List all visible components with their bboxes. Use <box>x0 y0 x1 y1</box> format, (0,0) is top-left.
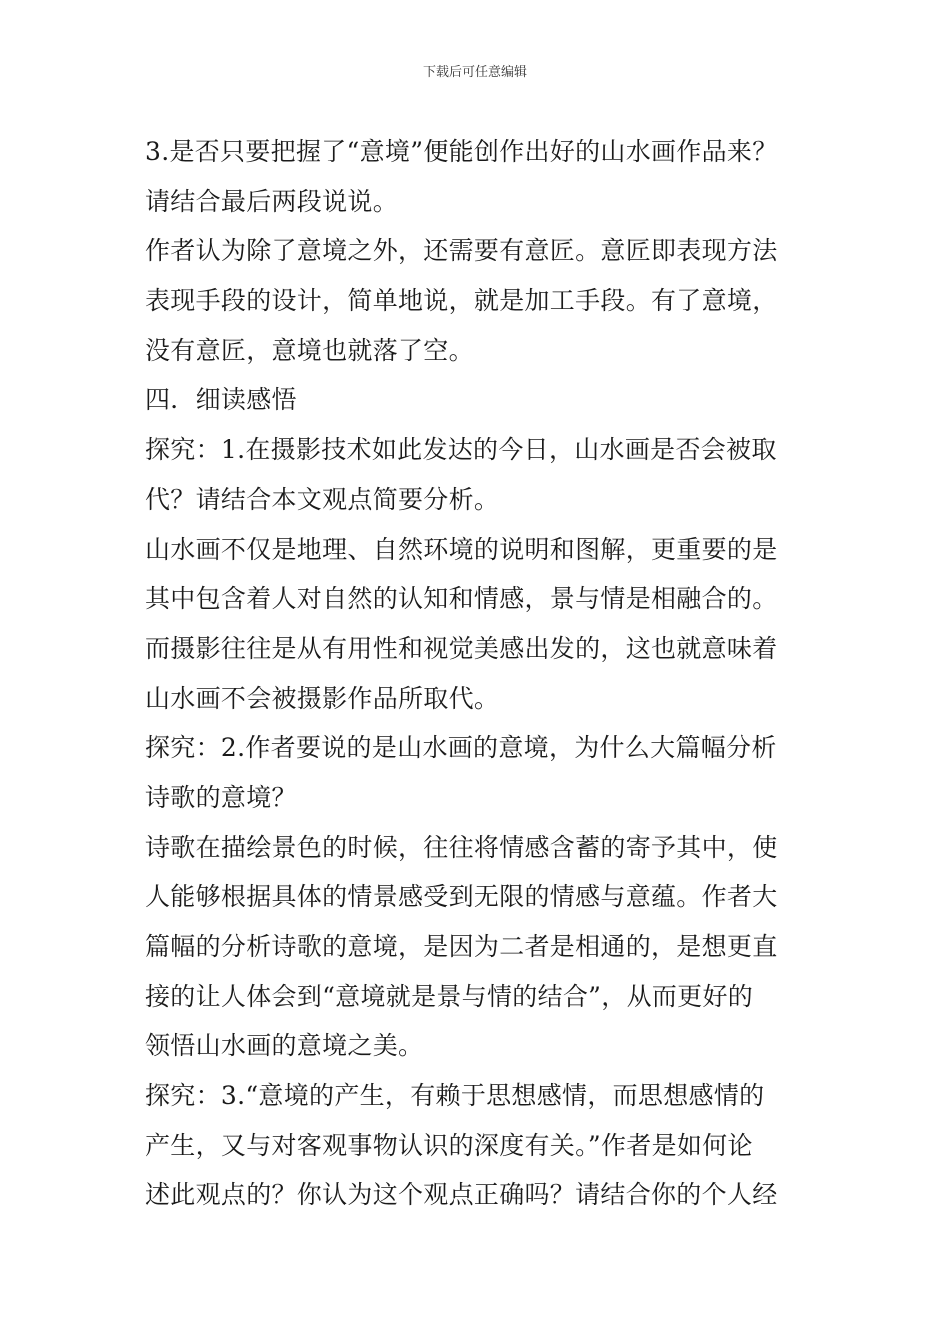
answer-3-line-2: 表现手段的设计，简单地说，就是加工手段。有了意境， <box>145 286 778 316</box>
inquiry-1-answer-line-2: 其中包含着人对自然的认知和情感，景与情是相融合的。 <box>145 584 778 614</box>
inquiry-2-answer-line-3: 篇幅的分析诗歌的意境，是因为二者是相通的，是想更直 <box>145 932 778 961</box>
inquiry-1-answer-line-1: 山水画不仅是地理、自然环境的说明和图解，更重要的是 <box>145 534 778 564</box>
inquiry-3-line-3: 述此观点的？你认为这个观点正确吗？请结合你的个人经 <box>145 1180 778 1210</box>
document-body <box>145 127 845 1220</box>
inquiry-2-answer-line-1: 诗歌在描绘景色的时候，往往将情感含蓄的寄予其中，使 <box>145 832 778 862</box>
inquiry-2-answer-line-5: 领悟山水画的意境之美。 <box>145 1031 424 1061</box>
answer-3-line-1: 作者认为除了意境之外，还需要有意匠。意匠即表现方法 <box>145 236 778 266</box>
answer-3-line-3: 没有意匠，意境也就落了空。 <box>145 335 474 365</box>
inquiry-1-answer-line-3: 而摄影往往是从有用性和视觉美感出发的，这也就意味着 <box>145 633 778 663</box>
inquiry-2-line-1: 探究：2.作者要说的是山水画的意境，为什么大篇幅分析 <box>145 733 777 763</box>
inquiry-2-line-2: 诗歌的意境？ <box>145 782 297 812</box>
inquiry-1-line-2: 代？请结合本文观点简要分析。 <box>145 484 500 514</box>
inquiry-3-line-2: 产生，又与对客观事物认识的深度有关。”作者是如何论 <box>145 1130 753 1160</box>
inquiry-1-answer-line-4: 山水画不会被摄影作品所取代。 <box>145 683 500 713</box>
inquiry-1-line-1: 探究：1.在摄影技术如此发达的今日，山水画是否会被取 <box>145 435 777 465</box>
inquiry-2-answer-line-4: 接的让人体会到“意境就是景与情的结合”，从而更好的 <box>145 981 754 1011</box>
inquiry-3-line-1: 探究：3.“意境的产生，有赖于思想感情，而思想感情的 <box>145 1081 765 1111</box>
inquiry-2-answer-line-2: 人能够根据具体的情景感受到无限的情感与意蕴。作者大 <box>145 882 778 912</box>
question-3-line-1: 3.是否只要把握了“意境”便能创作出好的山水画作品来？ <box>145 137 778 166</box>
section-heading: 四．细读感悟 <box>145 385 297 415</box>
page-header: 下载后可任意编辑 <box>422 65 527 80</box>
question-3-line-2: 请结合最后两段说说。 <box>145 186 399 216</box>
